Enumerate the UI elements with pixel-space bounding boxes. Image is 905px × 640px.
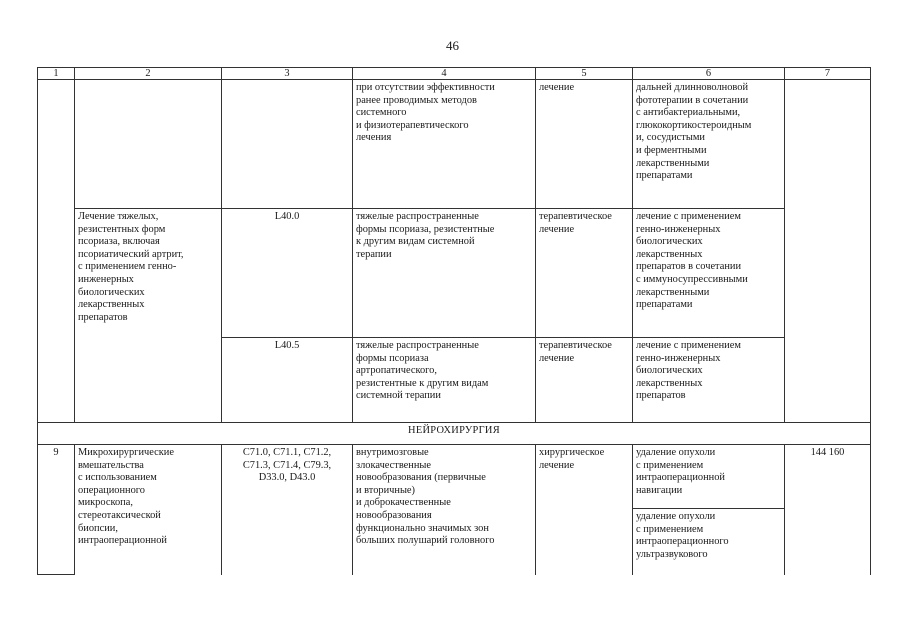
treatment-method-text: удаление опухоли с применением интраоперационной навигации (636, 447, 725, 496)
row-number-cell (38, 80, 75, 423)
row-number-text: 9 (53, 447, 59, 458)
treatment-type-cell (536, 445, 633, 575)
treatment-method-cell (633, 509, 785, 575)
treatment-method-cell (633, 209, 785, 338)
icd-code-cell (222, 209, 353, 338)
patient-model-cell (353, 445, 536, 575)
icd-code-cell (222, 338, 353, 423)
treatment-method-text: лечение с применением генно-инженерных биологических лекарственных препаратов (636, 340, 741, 402)
care-type-text: Лечение тяжелых, резистентных форм псориаза, включая псориатический артрит, с применением генно- инженерных биологических лекарственных препаратов (78, 211, 184, 323)
treatment-method-cell (633, 80, 785, 209)
treatment-type-text: лечение (539, 82, 575, 93)
care-type-cell (75, 80, 222, 209)
treatment-type-text: хирургическое лечение (539, 447, 605, 471)
patient-model-cell (353, 80, 536, 209)
section-title: НЕЙРОХИРУРГИЯ (38, 423, 871, 445)
treatment-method-text: лечение с применением генно-инженерных биологических лекарственных препаратов в сочетании с иммуносупрессивными лекарственными препаратами (636, 211, 748, 311)
treatment-type-text: терапевтическое лечение (539, 211, 612, 235)
patient-model-cell (353, 338, 536, 423)
section-row (38, 423, 871, 445)
price-text: 144 160 (810, 447, 845, 458)
column-number: 7 (785, 68, 871, 80)
treatment-method-cell (633, 338, 785, 423)
price-cell (785, 80, 871, 423)
page-number: 46 (446, 38, 459, 53)
column-number: 4 (353, 68, 536, 80)
patient-model-text: тяжелые распространенные формы псориаза, резистентные к другим видам системной терапии (356, 211, 495, 260)
icd-code-cell (222, 80, 353, 209)
column-number: 3 (222, 68, 353, 80)
column-number: 6 (633, 68, 785, 80)
column-number: 1 (38, 68, 75, 80)
treatment-method-text: удаление опухоли с применением интраоперационного ультразвукового (636, 511, 729, 560)
services-table (37, 67, 871, 575)
icd-code-cell (222, 445, 353, 575)
patient-model-cell (353, 209, 536, 338)
row-number-cell (38, 445, 75, 575)
table-row (38, 80, 871, 209)
price-cell (785, 445, 871, 575)
care-type-cell (75, 209, 222, 423)
table-row (38, 445, 871, 509)
icd-code-text: C71.0, C71.1, C71.2, C71.3, C71.4, C79.3, D33.0, D43.0 (242, 447, 332, 484)
patient-model-text: внутримозговые злокачественные новообразования (первичные и вторичные) и доброкачественные новообразования функционально значимых зон больших полушарий головного (356, 447, 495, 547)
care-type-cell (75, 445, 222, 575)
treatment-type-text: терапевтическое лечение (539, 340, 612, 364)
treatment-method-cell (633, 445, 785, 509)
icd-code-text: L40.5 (274, 340, 300, 351)
table-row (38, 209, 871, 338)
treatment-method-text: дальней длинноволновой фототерапии в сочетании с антибактериальными, глюкокортикостероидным и, сосудистыми и ферментными лекарственными препаратами (636, 82, 752, 182)
treatment-type-cell (536, 80, 633, 209)
column-number: 5 (536, 68, 633, 80)
icd-code-text: L40.0 (274, 211, 300, 222)
care-type-text: Микрохирургические вмешательства с использованием операционного микроскопа, стереотаксической биопсии, интраоперационной (78, 447, 174, 547)
treatment-type-cell (536, 338, 633, 423)
column-number: 2 (75, 68, 222, 80)
patient-model-text: тяжелые распространенные формы псориаза артропатического, резистентные к другим видам системной терапии (356, 340, 489, 402)
column-number-row (38, 68, 871, 80)
patient-model-text: при отсутствии эффективности ранее проводимых методов системного и физиотерапевтического лечения (356, 82, 495, 144)
treatment-type-cell (536, 209, 633, 338)
